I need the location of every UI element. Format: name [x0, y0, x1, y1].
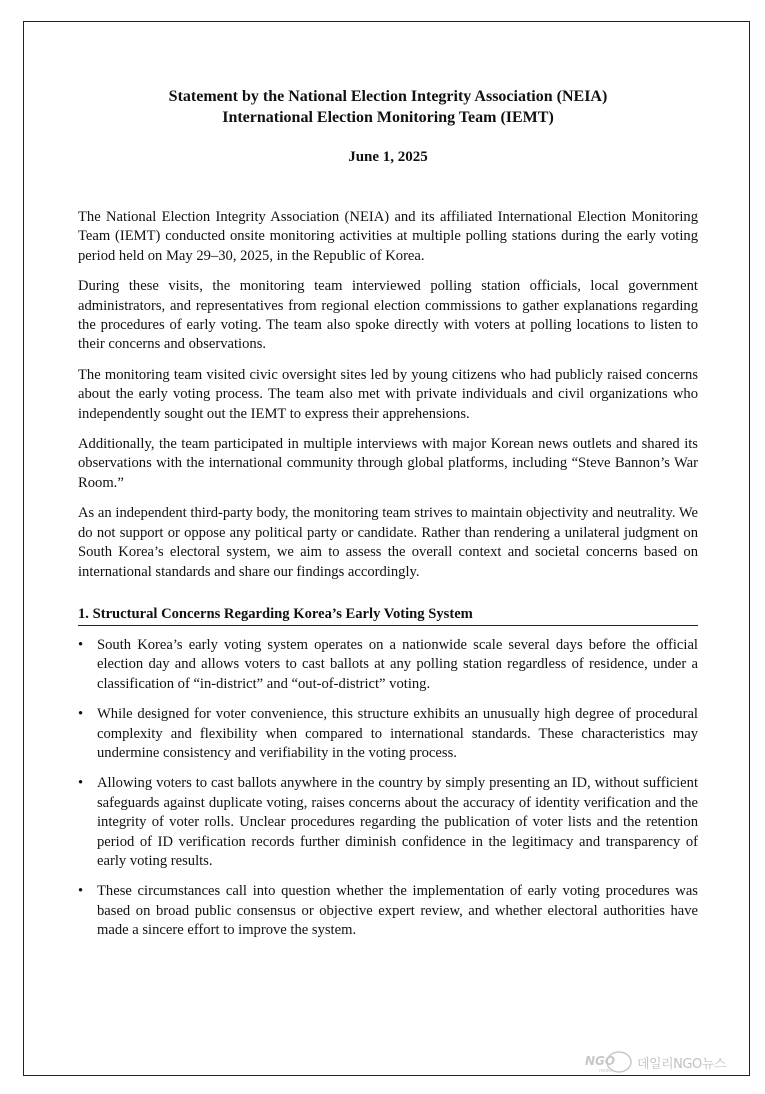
bullet-item [78, 882, 698, 940]
watermark-text: 데일리NGO뉴스 [637, 1056, 726, 1072]
title-line-1: Statement by the National Election Integrity Association (NEIA) [168, 88, 608, 105]
ngo-news-logo-icon [583, 1050, 633, 1074]
section-1-bullet-list [78, 636, 698, 941]
intro-paragraph: As an independent third-party body, the monitoring team strives to maintain objectivity and neutrality. We do not support or oppose any political party or candidate. Rather than rendering a unilateral judgment on South Korea’s electoral system, we aim to assess the overall context and societal concerns based on international standards and share our findings accordingly. [78, 505, 698, 580]
bullet-item [78, 636, 698, 694]
bullet-icon: • [78, 883, 84, 900]
document-date: June 1, 2025 [348, 149, 428, 165]
bullet-text: South Korea’s early voting system operates on a nationwide scale several days before the official election day and allows voters to cast ballots at any polling station regardless of residence, under a classification of “in-district” and “out-of-district” voting. [97, 636, 698, 692]
document-content [78, 86, 698, 952]
bullet-item [78, 705, 698, 763]
bullet-icon: • [78, 636, 84, 653]
bullet-icon: • [78, 775, 84, 792]
intro-paragraph: During these visits, the monitoring team interviewed polling station officials, local government administrators, and representatives from regional election commissions to gather explanations regarding the procedures of early voting. The team also spoke directly with voters at polling locations to listen to their concerns and observations. [78, 278, 698, 353]
bullet-item [78, 774, 698, 871]
bullet-text: These circumstances call into question whether the implementation of early voting procedures was based on broad public consensus or objective expert review, and whether electoral authorities have made a sincere effort to improve the system. [97, 883, 698, 939]
bullet-text: While designed for voter convenience, this structure exhibits an unusually high degree of procedural complexity and flexibility when compared to international standards. These characteristics may undermine consistency and verifiability in the voting process. [97, 706, 698, 761]
title-line-2: International Election Monitoring Team (IEMT) [222, 109, 554, 126]
intro-section [78, 208, 698, 582]
bullet-icon: • [78, 706, 84, 723]
intro-paragraph: Additionally, the team participated in multiple interviews with major Korean news outlets and shared its observations with the international community through global platforms, including “Steve Bannon’s War Room.” [78, 436, 698, 491]
intro-paragraph: The monitoring team visited civic oversight sites led by young citizens who had publicly raised concerns about the early voting process. The team also met with private individuals and civil organizations who independently sought out the IEMT to express their apprehensions. [78, 366, 698, 422]
bullet-text: Allowing voters to cast ballots anywhere in the country by simply presenting an ID, without sufficient safeguards against duplicate voting, raises concerns about the accuracy of identity verification and the integrity of voter rolls. Unclear procedures regarding the publication of voter lists and the retention period of ID verification records further diminish confidence in the legitimacy and transparency of early voting results. [97, 775, 698, 869]
intro-paragraph: The National Election Integrity Association (NEIA) and its affiliated International Election Monitoring Team (IEMT) conducted onsite monitoring activities at multiple polling stations during the early voting period held on May 29–30, 2025, in the Republic of Korea. [78, 209, 698, 264]
watermark-logo-text: NGO [585, 1054, 616, 1068]
section-1-heading: 1. Structural Concerns Regarding Korea’s Early Voting System [78, 605, 698, 626]
watermark-logo-subtext: news [599, 1068, 612, 1074]
document-title [78, 86, 698, 128]
publisher-watermark [583, 1050, 726, 1074]
